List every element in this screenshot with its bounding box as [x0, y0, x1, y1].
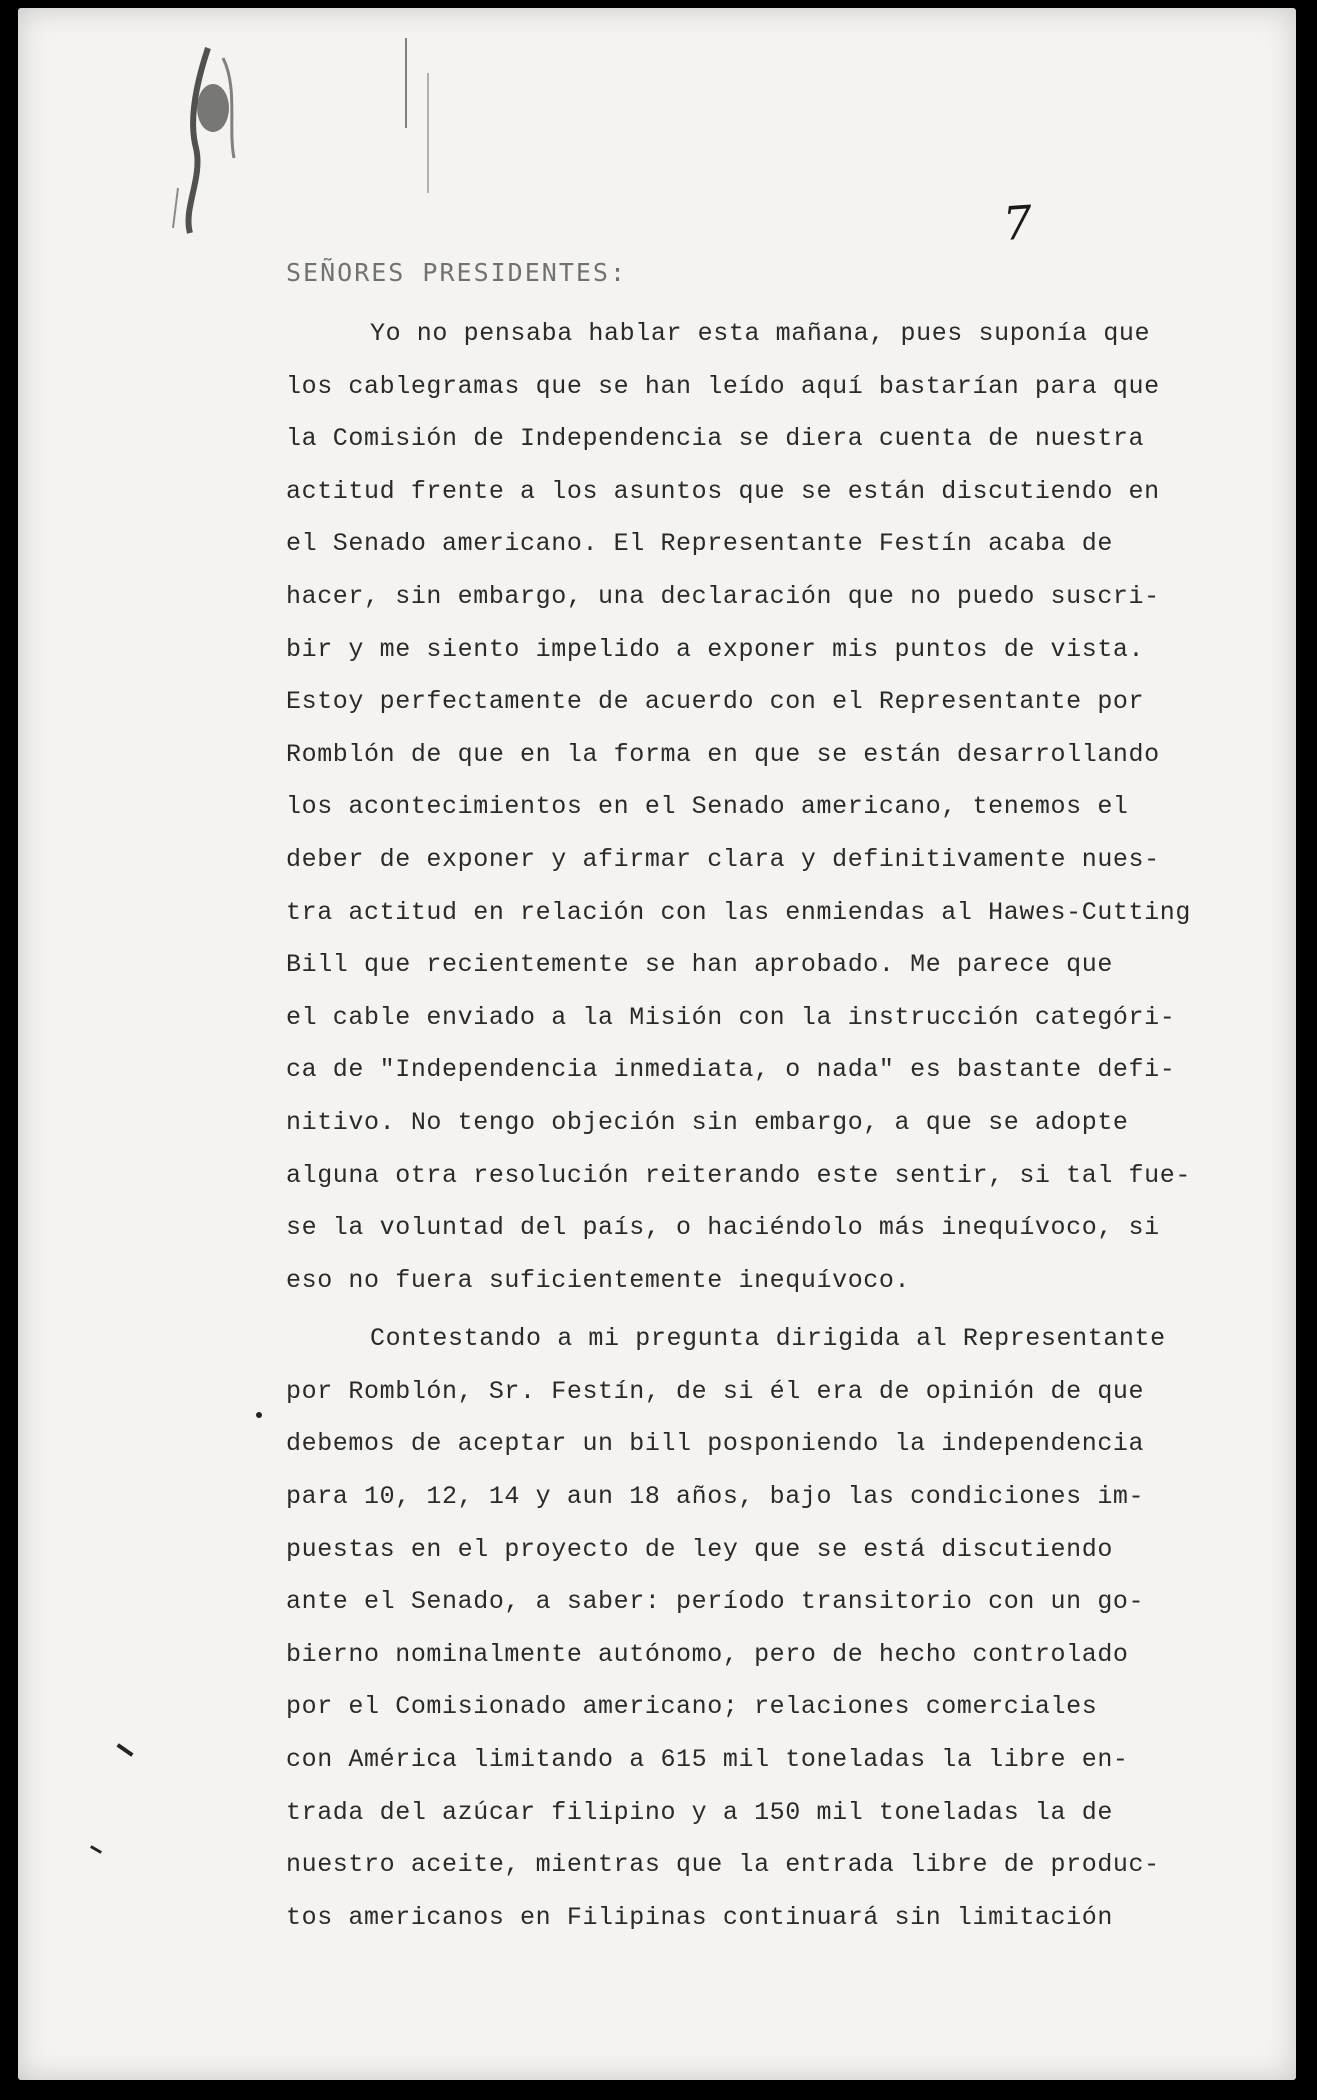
document-body — [286, 308, 1191, 1944]
text-line: tra actitud en relación con las enmiendas al Hawes-Cutting — [286, 897, 1191, 927]
text-line: hacer, sin embargo, una declaración que no puedo suscri- — [286, 581, 1160, 611]
text-line: Yo no pensaba hablar esta mañana, pues suponía que — [370, 319, 1151, 348]
text-line: Estoy perfectamente de acuerdo con el Representante por — [286, 687, 1145, 717]
text-line: la Comisión de Independencia se diera cuenta de nuestra — [286, 424, 1145, 454]
handwritten-page-number: 7 — [1001, 195, 1035, 251]
text-line: el Senado americano. El Representante Festín acaba de — [286, 529, 1113, 559]
text-line: Bill que recientemente se han aprobado. Me parece que — [286, 950, 1113, 980]
fold-mark — [398, 33, 438, 203]
text-line: los acontecimientos en el Senado americano, tenemos el — [286, 792, 1129, 822]
ink-smudge-mark — [168, 38, 278, 238]
text-line: Romblón de que en la forma en que se están desarrollando — [286, 739, 1160, 769]
text-line: nitivo. No tengo objeción sin embargo, a que se adopte — [286, 1107, 1129, 1137]
text-line: deber de exponer y afirmar clara y definitivamente nues- — [286, 844, 1160, 874]
margin-mark — [116, 1743, 133, 1757]
text-line: bir y me siento impelido a exponer mis puntos de vista. — [286, 634, 1145, 664]
margin-mark — [256, 1412, 262, 1418]
text-line: eso no fuera suficientemente inequívoco. — [286, 1265, 911, 1295]
text-line: nuestro aceite, mientras que la entrada libre de produc- — [286, 1850, 1160, 1880]
text-line: por el Comisionado americano; relaciones comerciales — [286, 1692, 1098, 1722]
text-line: los cablegramas que se han leído aquí bastarían para que — [286, 371, 1160, 401]
text-line: ca de "Independencia inmediata, o nada" es bastante defi- — [286, 1055, 1176, 1085]
text-line: ante el Senado, a saber: período transitorio con un go- — [286, 1587, 1145, 1617]
text-line: Contestando a mi pregunta dirigida al Representante — [370, 1324, 1166, 1354]
text-line: bierno nominalmente autónomo, pero de hecho controlado — [286, 1639, 1129, 1669]
typed-page — [18, 8, 1296, 2080]
text-line: se la voluntad del país, o haciéndolo más inequívoco, si — [286, 1213, 1160, 1243]
text-line: el cable enviado a la Misión con la instrucción categóri- — [286, 1002, 1176, 1032]
text-line: por Romblón, Sr. Festín, de si él era de opinión de que — [286, 1376, 1145, 1406]
text-line: debemos de aceptar un bill posponiendo la independencia — [286, 1429, 1145, 1459]
text-line: alguna otra resolución reiterando este sentir, si tal fue- — [286, 1160, 1191, 1190]
text-line: trada del azúcar filipino y a 150 mil toneladas la de — [286, 1797, 1113, 1827]
text-line: puestas en el proyecto de ley que se está discutiendo — [286, 1534, 1113, 1564]
salutation-heading: SEÑORES PRESIDENTES: — [286, 258, 628, 287]
text-line: actitud frente a los asuntos que se están discutiendo en — [286, 476, 1160, 506]
text-line: para 10, 12, 14 y aun 18 años, bajo las condiciones im- — [286, 1482, 1145, 1512]
text-line: tos americanos en Filipinas continuará sin limitación — [286, 1902, 1113, 1932]
text-line: con América limitando a 615 mil toneladas la libre en- — [286, 1745, 1129, 1775]
margin-mark — [90, 1845, 102, 1854]
